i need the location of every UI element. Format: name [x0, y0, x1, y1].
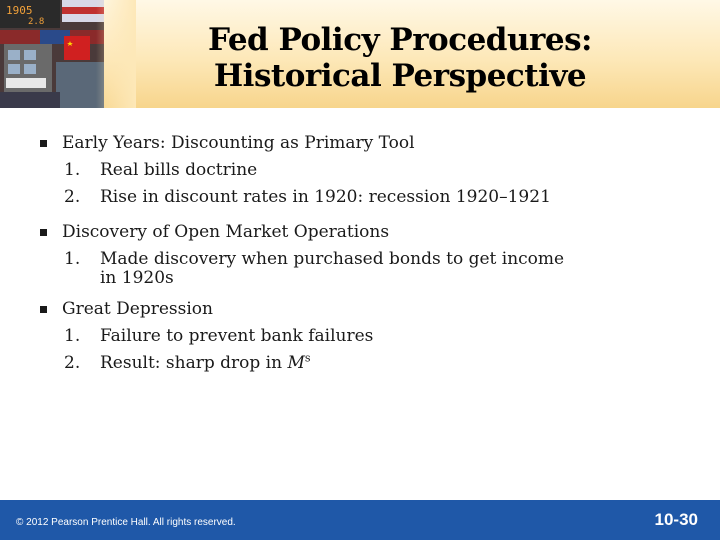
header-photo	[0, 0, 104, 108]
bullet-section	[36, 219, 686, 288]
item-number: 1.	[64, 326, 81, 346]
numbered-item	[36, 246, 686, 273]
numbered-item	[36, 350, 686, 377]
footer-bar	[0, 500, 720, 540]
header-photo-fade	[96, 0, 136, 108]
copyright-notice: © 2012 Pearson Prentice Hall. All rights reserved.	[16, 517, 236, 528]
numbered-item	[36, 184, 686, 211]
slide-title-line2: Historical Perspective	[213, 58, 587, 94]
bullet-heading: Discovery of Open Market Operations	[62, 222, 390, 242]
bullet-section	[36, 296, 686, 377]
bullet-item	[36, 296, 686, 323]
square-bullet-icon	[40, 306, 47, 313]
numbered-item	[36, 157, 686, 184]
svg-text:2.8: 2.8	[28, 17, 45, 27]
item-number: 2.	[64, 353, 81, 373]
slide-title	[150, 22, 650, 94]
item-text: Rise in discount rates in 1920: recession 1920–1921	[100, 187, 551, 207]
slide-body	[36, 130, 686, 385]
slide-header	[0, 0, 720, 108]
item-text: Made discovery when purchased bonds to get income	[100, 249, 565, 269]
item-text: Result: sharp drop in	[100, 353, 288, 373]
svg-text:1905: 1905	[6, 4, 33, 17]
bullet-item	[36, 130, 686, 157]
slide-title-line1: Fed Policy Procedures:	[208, 22, 592, 58]
money-supply-symbol: M	[287, 353, 305, 373]
item-number: 2.	[64, 187, 81, 207]
slide-number: 10-30	[654, 510, 698, 529]
bullet-section	[36, 130, 686, 211]
square-bullet-icon	[40, 140, 47, 147]
item-number: 1.	[64, 160, 81, 180]
item-text: Failure to prevent bank failures	[100, 326, 374, 346]
bullet-item	[36, 219, 686, 246]
numbered-item	[36, 323, 686, 350]
item-number: 1.	[64, 249, 81, 269]
bullet-heading: Early Years: Discounting as Primary Tool	[62, 133, 415, 153]
bullet-heading: Great Depression	[62, 299, 213, 319]
item-text-continuation: in 1920s	[100, 268, 174, 288]
item-text: Real bills doctrine	[100, 160, 258, 180]
square-bullet-icon	[40, 229, 47, 236]
money-supply-superscript: s	[304, 351, 311, 365]
